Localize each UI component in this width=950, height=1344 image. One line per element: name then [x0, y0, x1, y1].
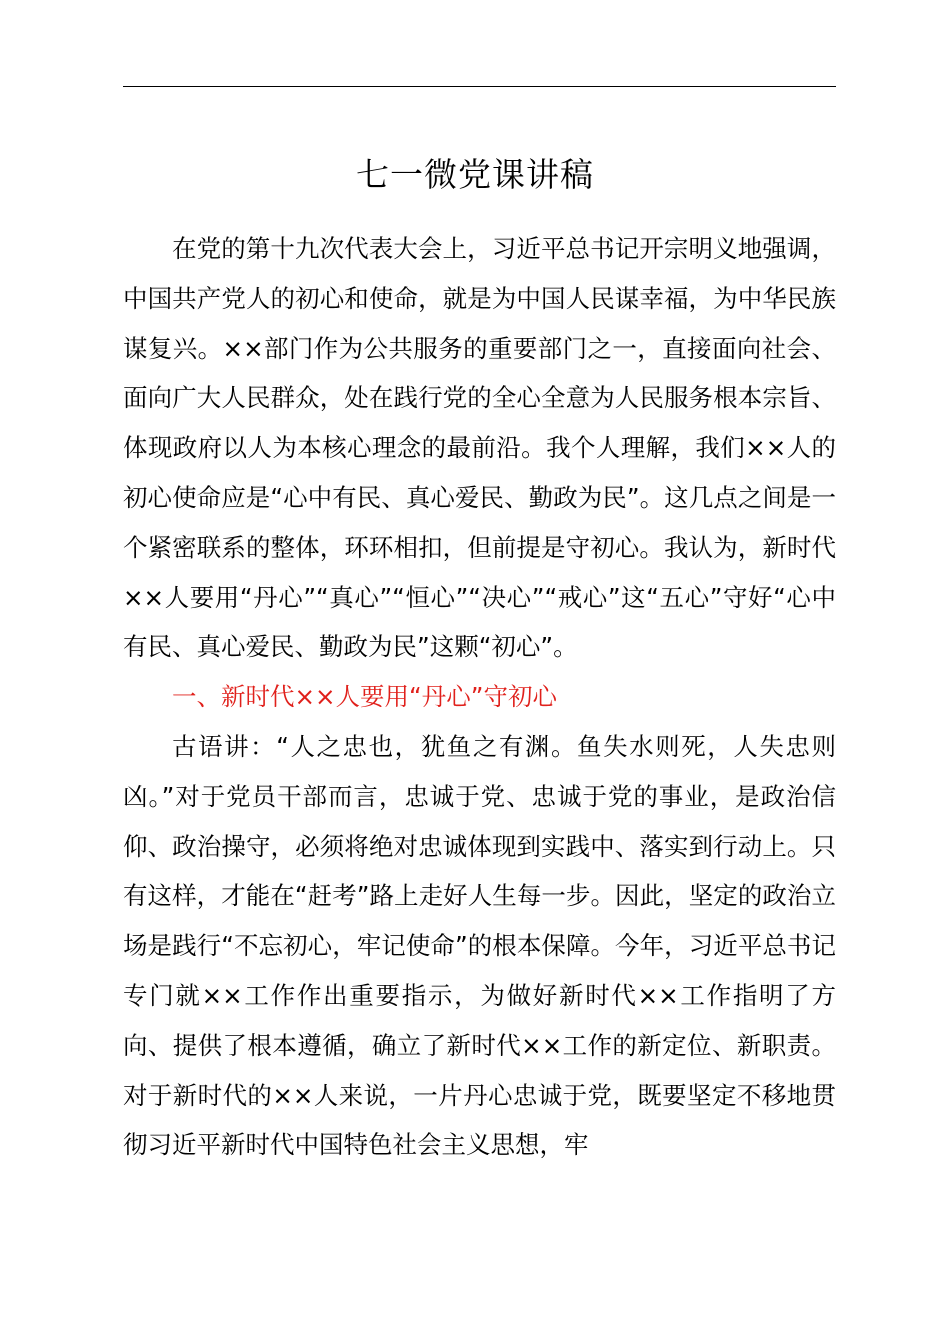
header-rule — [123, 86, 836, 87]
document-title: 七一微党课讲稿 — [356, 155, 594, 194]
section-paragraph: 古语讲：“人之忠也，犹鱼之有渊。鱼失水则死，人失忠则凶。”对于党员干部而言，忠诚于党、忠诚于党的事业，是政治信仰、政治操守，必须将绝对忠诚体现到实践中、落实到行动上。只有这样，才能在“赶考”路上走好人生每一步。因此，坚定的政治立场是践行“不忘初心，牢记使命”的根本保障。今年，习近平总书记专门就××工作作出重要指示，为做好新时代××工作指明了方向、提供了根本遵循，确立了新时代××工作的新定位、新职责。对于新时代的××人来说，一片丹心忠诚于党，既要坚定不移地贯彻习近平新时代中国特色社会主义思想，牢 — [123, 731, 836, 1160]
document-body — [123, 224, 836, 1170]
section-heading: 一、新时代××人要用“丹心”守初心 — [172, 682, 557, 712]
intro-paragraph: 在党的第十九次代表大会上，习近平总书记开宗明义地强调，中国共产党人的初心和使命，就是为中国人民谋幸福，为中华民族谋复兴。××部门作为公共服务的重要部门之一，直接面向社会、面向广大人民群众，处在践行党的全心全意为人民服务根本宗旨、体现政府以人为本核心理念的最前沿。我个人理解，我们××人的初心使命应是“心中有民、真心爱民、勤政为民”。这几点之间是一个紧密联系的整体，环环相扣，但前提是守初心。我认为，新时代××人要用“丹心”“真心”“恒心”“决心”“戒心”这“五心”守好“心中有民、真心爱民、勤政为民”这颗“初心”。 — [123, 234, 836, 662]
